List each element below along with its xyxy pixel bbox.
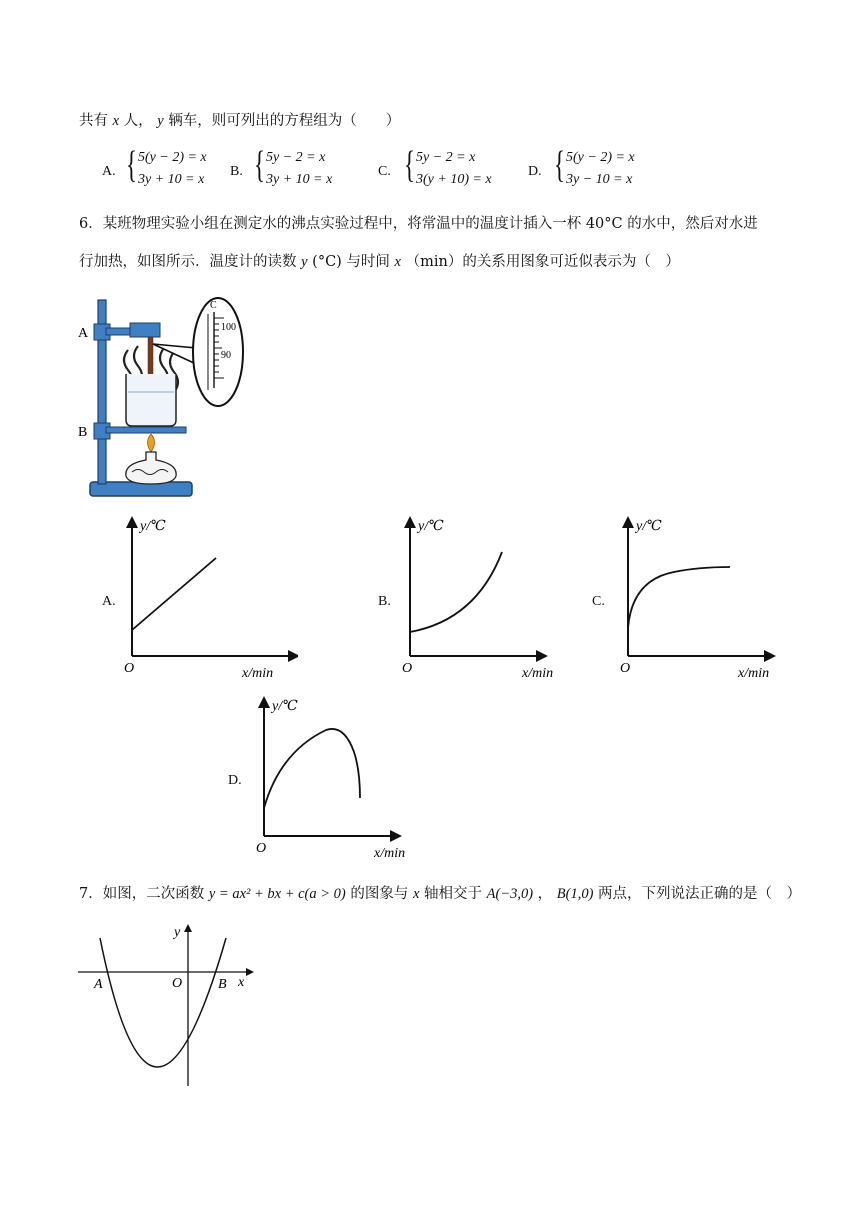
alcohol-lamp [126,452,176,484]
graph-option-a [118,512,298,682]
q5-option-b-label: B. [230,164,243,179]
curve-d [264,729,360,808]
curve-b [410,552,502,632]
q5-stem: 共有 x 人， y 辆车，则可列出的方程组为（ ） [79,113,401,129]
graph-option-d [250,692,420,862]
x-axis-label: x/min [738,666,770,681]
callout-bubble [193,298,243,406]
origin-label: O [256,841,267,856]
q6-option-a-label: A. [102,594,116,609]
ring-support [106,427,186,433]
q5-option-c-label: C. [378,164,391,179]
parabola-figure [74,922,264,1092]
label-o: O [172,976,183,991]
graph-option-c [614,512,790,682]
origin-label: O [620,661,631,676]
q6-option-d-label: D. [228,773,242,788]
parabola-curve [100,938,226,1067]
y-axis-label: y/℃ [418,519,444,534]
q7-stem: 7．如图，二次函数 y = ax² + bx + c(a > 0) 的图象与 x 轴相交于 A(−3,0) ， B(1,0) 两点，下列说法正确的是（ ） [79,886,802,902]
x-axis-label: x/min [522,666,554,681]
beaker [126,374,176,426]
label-b: B [218,977,227,992]
y-axis-label: y/℃ [140,519,166,534]
x-axis-label: x/min [242,666,274,681]
q6-stem-line2: 行加热，如图所示．温度计的读数 y (°C) 与时间 x （min）的关系用图象可近似表示为（ ） [79,254,680,270]
q5-option-d-label: D. [528,164,542,179]
label-y: y [174,925,181,940]
scale-unit: C [210,300,217,311]
curve-c [628,567,730,628]
q6-option-c-label: C. [592,594,605,609]
q6-stem-line1: 6．某班物理实验小组在测定水的沸点实验过程中，将常温中的温度计插入一杯 40°C 的水中，然后对水进 [79,216,758,232]
x-axis-label: x/min [374,846,406,861]
label-a: A [78,326,89,341]
origin-label: O [402,661,413,676]
q5-option-a-label: A. [102,164,116,179]
q6-option-b-label: B. [378,594,391,609]
label-b: B [78,425,88,440]
scale-bottom-value: 90 [221,350,231,361]
y-axis-label: y/℃ [636,519,662,534]
label-x: x [238,975,245,990]
thermometer-apparatus-figure [76,292,256,504]
scale-top-value: 100 [221,322,236,333]
label-a: A [94,977,103,992]
clamp-a-head [130,323,160,337]
curve-a [132,558,216,630]
y-axis-label: y/℃ [272,699,298,714]
origin-label: O [124,661,135,676]
flame [148,434,155,452]
graph-option-b [396,512,576,682]
